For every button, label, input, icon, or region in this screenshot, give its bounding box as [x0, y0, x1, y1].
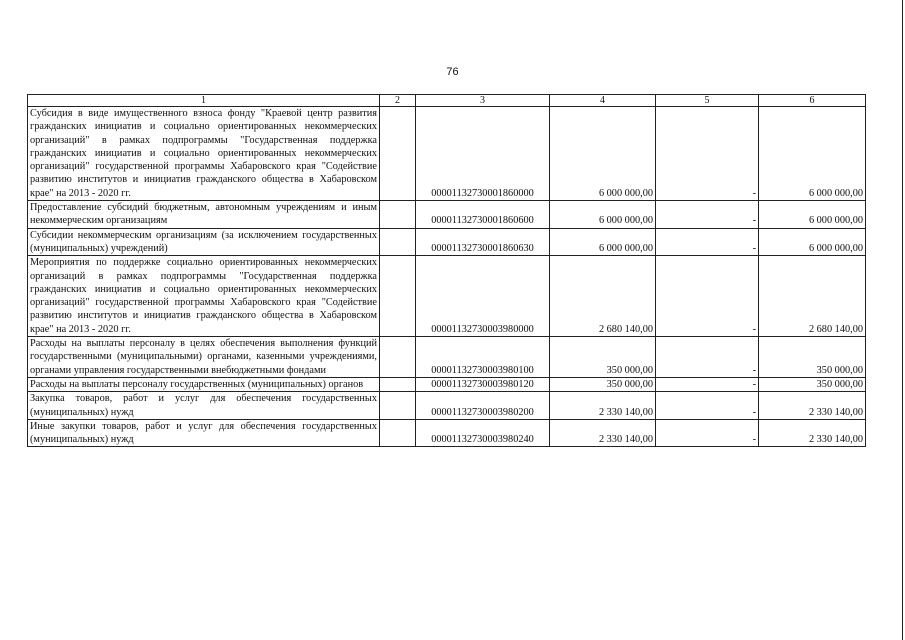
column-header-1: 1: [28, 95, 380, 107]
page-number: 76: [446, 66, 459, 78]
row-code: 00001132730003980200: [416, 392, 550, 420]
table-row: [28, 377, 866, 391]
row-col2: [380, 392, 416, 420]
row-col2: [380, 201, 416, 229]
row-amount-4: 350 000,00: [550, 377, 656, 391]
row-name: Иные закупки товаров, работ и услуг для обеспечения государственных (муниципальных) нужд: [28, 419, 380, 447]
row-code: 00001132730003980240: [416, 419, 550, 447]
row-code: 00001132730001860600: [416, 201, 550, 229]
table-row: [28, 107, 866, 201]
row-amount-6: 350 000,00: [759, 377, 866, 391]
row-col5: -: [656, 392, 759, 420]
row-name: Субсидия в виде имущественного взноса фонду "Краевой центр развития гражданских инициатив и социально ориентированных некоммерческих организаций" в рамках подпрограммы "Государственная поддержка гражданских инициатив и социально ориентированных некоммерческих организаций" государственной программы Хабаровского края "Содействие развитию институтов и инициатив гражданского общества в Хабаровском крае" на 2013 - 2020 гг.: [28, 107, 380, 201]
row-col2: [380, 107, 416, 201]
row-name: Мероприятия по поддержке социально ориентированных некоммерческих организаций в рамках подпрограммы "Государственная поддержка гражданских инициатив и социально ориентированных некоммерческих организаций" государственной программы Хабаровского края "Содействие развитию институтов и инициатив гражданского общества в Хабаровском крае" на 2013 - 2020 гг.: [28, 256, 380, 337]
row-amount-6: 6 000 000,00: [759, 228, 866, 256]
row-col5: -: [656, 377, 759, 391]
row-col5: -: [656, 337, 759, 378]
row-col5: -: [656, 419, 759, 447]
row-amount-4: 2 680 140,00: [550, 256, 656, 337]
table-row: [28, 201, 866, 229]
table-row: [28, 337, 866, 378]
row-amount-4: 6 000 000,00: [550, 228, 656, 256]
row-col5: -: [656, 201, 759, 229]
row-amount-6: 350 000,00: [759, 337, 866, 378]
row-col2: [380, 337, 416, 378]
row-name: Расходы на выплаты персоналу государственных (муниципальных) органов: [28, 377, 380, 391]
row-col5: -: [656, 228, 759, 256]
row-code: 00001132730003980000: [416, 256, 550, 337]
row-amount-6: 6 000 000,00: [759, 107, 866, 201]
row-name: Субсидии некоммерческим организациям (за исключением государственных (муниципальных) учреждений): [28, 228, 380, 256]
row-code: 00001132730003980100: [416, 337, 550, 378]
table-header-row: [28, 95, 866, 107]
row-amount-4: 2 330 140,00: [550, 419, 656, 447]
row-name: Расходы на выплаты персоналу в целях обеспечения выполнения функций государственными (муниципальными) органами, казенными учреждениями, органами управления государственными внебюджетными фондами: [28, 337, 380, 378]
row-amount-6: 2 330 140,00: [759, 392, 866, 420]
column-header-4: 4: [550, 95, 656, 107]
row-col5: -: [656, 107, 759, 201]
column-header-2: 2: [380, 95, 416, 107]
row-amount-6: 2 680 140,00: [759, 256, 866, 337]
row-amount-4: 2 330 140,00: [550, 392, 656, 420]
row-code: 00001132730001860630: [416, 228, 550, 256]
row-col2: [380, 419, 416, 447]
row-col2: [380, 228, 416, 256]
row-code: 00001132730001860000: [416, 107, 550, 201]
row-name: Предоставление субсидий бюджетным, автономным учреждениям и иным некоммерческим организациям: [28, 201, 380, 229]
budget-table: [27, 94, 866, 447]
page-edge-line: [902, 0, 903, 640]
row-amount-4: 6 000 000,00: [550, 201, 656, 229]
column-header-5: 5: [656, 95, 759, 107]
row-col2: [380, 377, 416, 391]
column-header-3: 3: [416, 95, 550, 107]
table-row: [28, 256, 866, 337]
row-amount-4: 350 000,00: [550, 337, 656, 378]
row-name: Закупка товаров, работ и услуг для обеспечения государственных (муниципальных) нужд: [28, 392, 380, 420]
table-row: [28, 392, 866, 420]
table-row: [28, 228, 866, 256]
row-col5: -: [656, 256, 759, 337]
row-code: 00001132730003980120: [416, 377, 550, 391]
row-col2: [380, 256, 416, 337]
table-row: [28, 419, 866, 447]
row-amount-6: 2 330 140,00: [759, 419, 866, 447]
column-header-6: 6: [759, 95, 866, 107]
row-amount-4: 6 000 000,00: [550, 107, 656, 201]
row-amount-6: 6 000 000,00: [759, 201, 866, 229]
